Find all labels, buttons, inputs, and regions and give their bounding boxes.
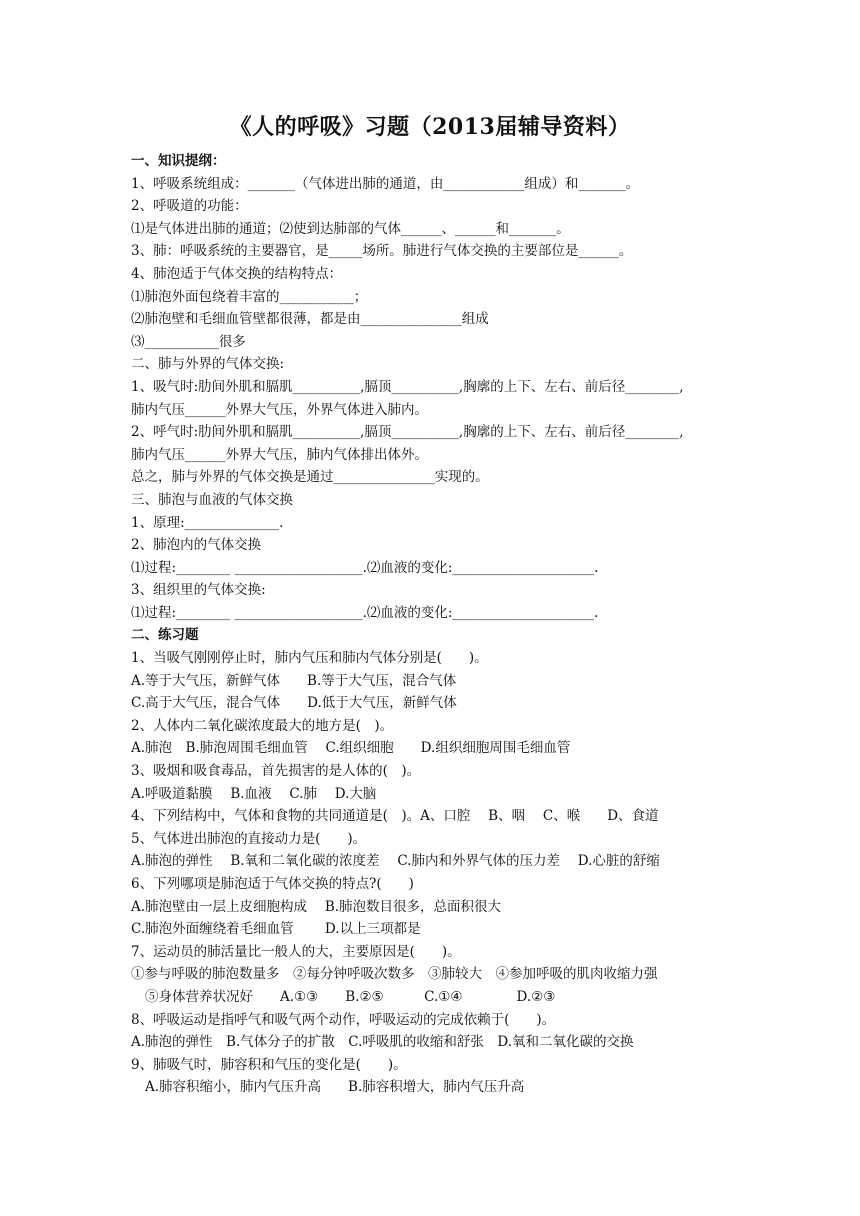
- text-line: 二、肺与外界的气体交换:: [131, 356, 285, 373]
- text-line: 5、气体进出肺泡的直接动力是( )。: [131, 830, 367, 847]
- text-line: 3、吸烟和吸食毒品，首先损害的是人体的( )。: [131, 763, 421, 780]
- text-line: ⑴过程:________ ___________________.⑵血液的变化:_____________________.: [131, 559, 599, 576]
- text-line: 2、呼吸道的功能：: [131, 198, 248, 215]
- text-line: A.肺泡的弹性 B.气体分子的扩散 C.呼吸肌的收缩和舒张 D.氧和二氧化碳的交换: [131, 1034, 634, 1051]
- text-line: 1、原理:______________.: [131, 514, 284, 531]
- document-body: [131, 150, 751, 1099]
- text-line: 8、呼吸运动是指呼气和吸气两个动作，呼吸运动的完成依赖于( )。: [131, 1011, 556, 1028]
- text-line: 6、下列哪项是肺泡适于气体交换的特点?( ): [131, 876, 414, 892]
- text-line: A.呼吸道黏膜 B.血液 C.肺 D.大脑: [131, 785, 377, 802]
- section-heading: 二、练习题: [131, 627, 199, 644]
- text-line: A.肺泡的弹性 B.氧和二氧化碳的浓度差 C.肺内和外界气体的压力差 D.心脏的舒缩: [131, 853, 660, 870]
- text-line: 2、人体内二氧化碳浓度最大的地方是( )。: [131, 717, 394, 734]
- text-line: ⑵肺泡壁和毛细血管壁都很薄，都是由_______________组成: [131, 311, 489, 328]
- document-title: 《人的呼吸》习题（2013届辅导资料）: [229, 114, 631, 140]
- text-line: ⑴肺泡外面包绕着丰富的___________；: [131, 288, 368, 305]
- text-line: 1、呼吸系统组成：_______（气体进出肺的通道，由____________组成）和_______。: [131, 175, 640, 192]
- text-line: 3、肺：呼吸系统的主要器官，是_____场所。肺进行气体交换的主要部位是______。: [131, 243, 633, 260]
- text-line: C.高于大气压，混合气体 D.低于大气压，新鲜气体: [131, 695, 457, 712]
- text-line: A.等于大气压，新鲜气体 B.等于大气压，混合气体: [131, 672, 457, 689]
- text-line: 三、肺泡与血液的气体交换: [131, 491, 293, 508]
- text-line: 肺内气压______外界大气压，肺内气体排出体外。: [131, 446, 428, 463]
- text-line: 4、下列结构中，气体和食物的共同通道是( )。A、口腔 B、咽 C、喉 D、食道: [131, 808, 659, 825]
- text-line: A.肺泡 B.肺泡周围毛细血管 C.组织细胞 D.组织细胞周围毛细血管: [131, 740, 571, 757]
- text-line: ⑤身体营养状况好 A.①③ B.②⑤ C.①④ D.②③: [145, 988, 556, 1005]
- text-line: 2、肺泡内的气体交换: [131, 537, 262, 554]
- text-line: 4、肺泡适于气体交换的结构特点：: [131, 265, 343, 282]
- text-line: 1、吸气时:肋间外肌和膈肌__________,膈顶__________,胸廓的上下、左右、前后径________,: [131, 378, 684, 395]
- text-line: 9、肺吸气时，肺容积和气压的变化是( )。: [131, 1056, 407, 1073]
- text-line: 3、组织里的气体交换:: [131, 582, 266, 599]
- text-line: ⑴是气体进出肺的通道；⑵使到达肺部的气体______、______和_______。: [131, 220, 570, 237]
- text-line: 2、呼气时:肋间外肌和膈肌__________,膈顶__________,胸廓的上下、左右、前后径________,: [131, 424, 684, 441]
- text-line: A.肺容积缩小，肺内气压升高 B.肺容积增大，肺内气压升高: [145, 1079, 525, 1096]
- section-heading: 一、知识提纲：: [131, 153, 226, 169]
- text-line: C.肺泡外面缠绕着毛细血管 D.以上三项都是: [131, 921, 421, 938]
- text-line: 7、运动员的肺活量比一般人的大，主要原因是( )。: [131, 943, 461, 960]
- text-line: 总之，肺与外界的气体交换是通过_______________实现的。: [131, 469, 489, 486]
- text-line: A.肺泡壁由一层上皮细胞构成 B.肺泡数目很多，总面积很大: [131, 898, 502, 915]
- text-line: ⑶___________很多: [131, 333, 246, 350]
- text-line: 肺内气压______外界大气压，外界气体进入肺内。: [131, 401, 428, 418]
- text-line: 1、当吸气刚刚停止时，肺内气压和肺内气体分别是( )。: [131, 650, 488, 667]
- text-line: ①参与呼吸的肺泡数量多 ②每分钟呼吸次数多 ③肺较大 ④参加呼吸的肌肉收缩力强: [131, 966, 658, 983]
- text-line: ⑴过程:________ ___________________.⑵血液的变化:_____________________.: [131, 604, 599, 621]
